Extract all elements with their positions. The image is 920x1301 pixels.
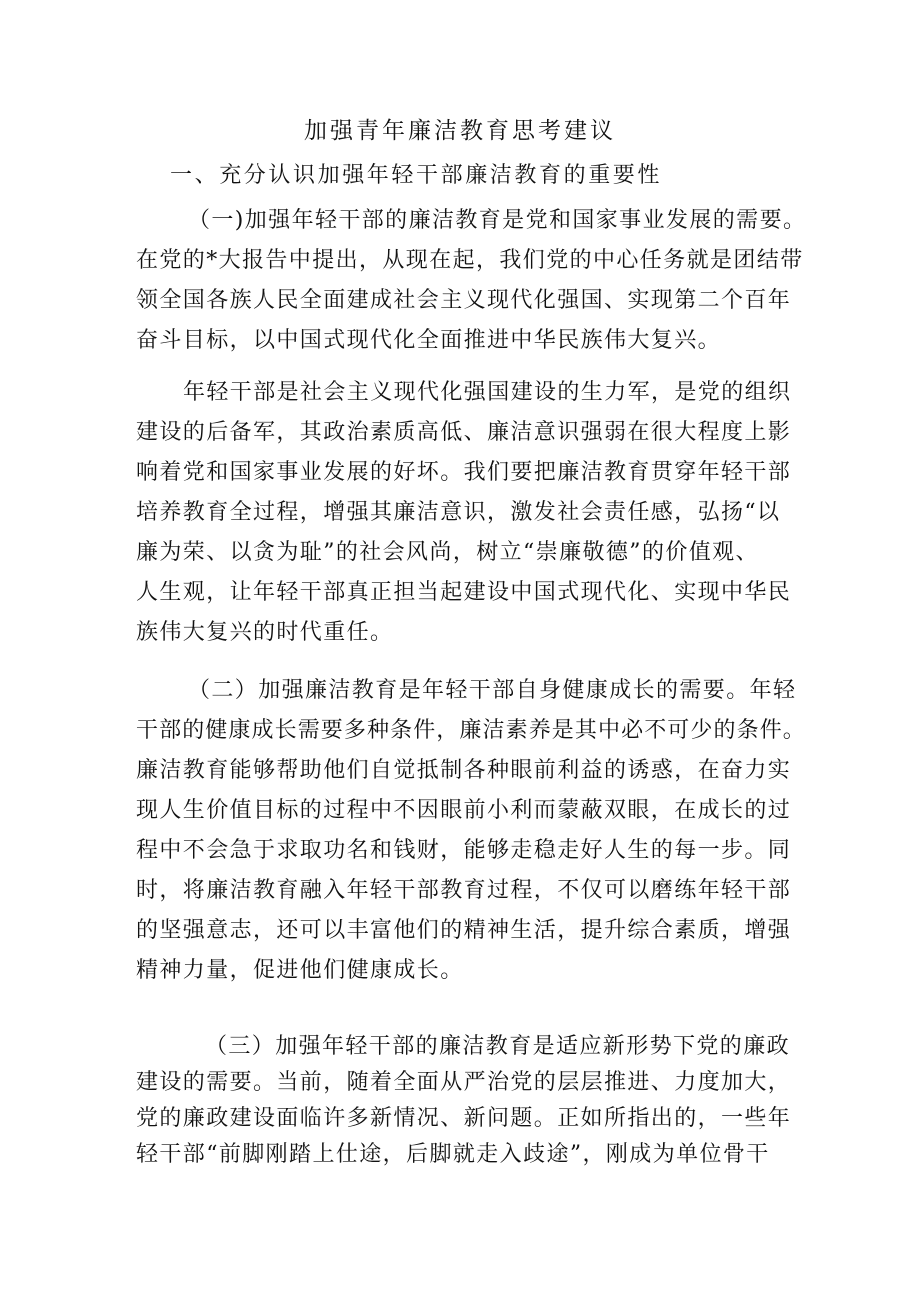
paragraph-3-line: 现人生价值目标的过程中不因眼前小利而蒙蔽双眼，在成长的过 [136,798,792,823]
paragraph-3-line: （二）加强廉洁教育是年轻干部自身健康成长的需要。年轻 [188,678,797,703]
paragraph-3-line: 干部的健康成长需要多种条件，廉洁素养是其中必不可少的条件。 [136,718,806,743]
paragraph-3-line: 精神力量，促进他们健康成长。 [136,958,464,983]
section-heading: 一、充分认识加强年轻干部廉洁教育的重要性 [170,163,663,188]
paragraph-1-line: 领全国各族人民全面建成社会主义现代化强国、实现第二个百年 [136,288,792,313]
paragraph-3-line: 时，将廉洁教育融入年轻干部教育过程，不仅可以磨练年轻干部 [136,878,792,903]
paragraph-3-line: 廉洁教育能够帮助他们自觉抵制各种眼前利益的诱惑，在奋力实 [136,758,792,783]
paragraph-2-line: 人生观，让年轻干部真正担当起建设中国式现代化、实现中华民 [136,580,792,605]
paragraph-4-line: 建设的需要。当前，随着全面从严治党的层层推进、力度加大， [136,1070,792,1095]
paragraph-2-line: 廉为荣、以贪为耻”的社会风尚，树立“崇廉敬德”的价值观、 [136,540,759,565]
paragraph-2-line: 年轻干部是社会主义现代化强国建设的生力军，是党的组织 [183,380,792,405]
paragraph-2-line: 响着党和国家事业发展的好坏。我们要把廉洁教育贯穿年轻干部 [136,460,792,485]
paragraph-2-line: 族伟大复兴的时代重任。 [136,620,394,645]
paragraph-4-line: （三）加强年轻干部的廉洁教育是适应新形势下党的廉政 [205,1034,791,1059]
paragraph-2-line: 培养教育全过程，增强其廉洁意识，激发社会责任感，弘扬“以 [136,500,781,525]
paragraph-3-line: 程中不会急于求取功名和钱财，能够走稳走好人生的每一步。同 [136,838,792,863]
paragraph-1-line: 在党的*大报告中提出，从现在起，我们党的中心任务就是团结带 [136,248,804,273]
paragraph-4-line: 党的廉政建设面临许多新情况、新问题。正如所指出的，一些年 [136,1106,792,1131]
paragraph-2-line: 建设的后备军，其政治素质高低、廉洁意识强弱在很大程度上影 [136,420,792,445]
paragraph-1-line: 奋斗目标，以中国式现代化全面推进中华民族伟大复兴。 [136,328,722,353]
paragraph-3-line: 的坚强意志，还可以丰富他们的精神生活，提升综合素质，增强 [136,918,792,943]
paragraph-4-line: 轻干部“前脚刚踏上仕途，后脚就走入歧途”，刚成为单位骨干 [136,1142,770,1167]
paragraph-1-line: （一)加强年轻干部的廉洁教育是党和国家事业发展的需要。 [188,208,807,233]
document-title: 加强青年廉洁教育思考建议 [304,118,616,144]
